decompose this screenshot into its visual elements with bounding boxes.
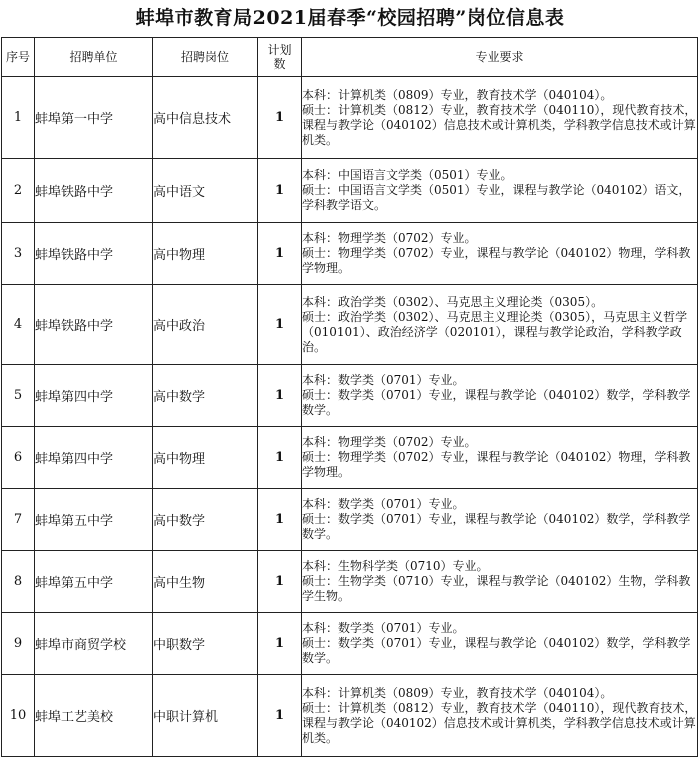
req-bachelor: 本科：政治学类（0302）、马克思主义理论类（0305）。 <box>302 294 604 309</box>
row-plan: 1 <box>258 77 302 159</box>
table-row <box>2 551 698 613</box>
row-requirements <box>302 223 698 285</box>
req-bachelor: 本科：计算机类（0809）专业，教育技术学（040104）。 <box>302 685 613 700</box>
req-bachelor: 本科：物理学类（0702）专业。 <box>302 231 477 245</box>
header-post: 招聘岗位 <box>153 38 258 77</box>
row-post: 中职计算机 <box>153 675 258 757</box>
row-requirements <box>302 285 698 365</box>
req-bachelor: 本科：数学类（0701）专业。 <box>302 373 465 387</box>
table-row <box>2 427 698 489</box>
row-number: 4 <box>2 285 35 365</box>
row-unit: 蚌埠铁路中学 <box>35 285 153 365</box>
row-post: 高中语文 <box>153 159 258 223</box>
row-number: 3 <box>2 223 35 285</box>
row-plan: 1 <box>258 159 302 223</box>
req-master: 硕士：物理学类（0702）专业，课程与教学论（040102）物理，学科教学物理。 <box>302 246 691 275</box>
table-row <box>2 223 698 285</box>
row-unit: 蚌埠第一中学 <box>35 77 153 159</box>
req-bachelor: 本科：物理学类（0702）专业。 <box>302 435 477 449</box>
table-row <box>2 489 698 551</box>
req-bachelor: 本科：计算机类（0809）专业，教育技术学（040104）。 <box>302 87 613 102</box>
row-plan: 1 <box>258 285 302 365</box>
row-number: 8 <box>2 551 35 613</box>
row-post: 高中信息技术 <box>153 77 258 159</box>
req-master: 硕士：生物学类（0710）专业，课程与教学论（040102）生物，学科教学生物。 <box>302 574 691 603</box>
header-unit: 招聘单位 <box>35 38 153 77</box>
header-plan-line2: 数 <box>273 57 286 71</box>
row-post: 高中政治 <box>153 285 258 365</box>
header-no: 序号 <box>2 38 35 77</box>
row-plan: 1 <box>258 675 302 757</box>
header-req: 专业要求 <box>302 38 698 77</box>
row-requirements <box>302 427 698 489</box>
row-requirements <box>302 489 698 551</box>
row-number: 7 <box>2 489 35 551</box>
row-plan: 1 <box>258 551 302 613</box>
header-plan <box>258 38 302 77</box>
row-requirements <box>302 675 698 757</box>
row-plan: 1 <box>258 489 302 551</box>
row-number: 2 <box>2 159 35 223</box>
row-plan: 1 <box>258 427 302 489</box>
req-master: 硕士：中国语言文学类（0501）专业，课程与教学论（040102）语文，学科教学语文。 <box>302 183 691 212</box>
row-requirements <box>302 159 698 223</box>
req-master: 硕士：政治学类（0302）、马克思主义理论类（0305），马克思主义哲学（010101）、政治经济学（020101），课程与教学论政治，学科教学政治。 <box>302 309 688 354</box>
row-unit: 蚌埠铁路中学 <box>35 159 153 223</box>
row-number: 9 <box>2 613 35 675</box>
req-master: 硕士：物理学类（0702）专业，课程与教学论（040102）物理，学科教学物理。 <box>302 450 691 479</box>
table-row <box>2 285 698 365</box>
row-requirements <box>302 613 698 675</box>
table-row <box>2 613 698 675</box>
row-unit: 蚌埠第四中学 <box>35 427 153 489</box>
row-unit: 蚌埠第五中学 <box>35 489 153 551</box>
row-plan: 1 <box>258 613 302 675</box>
row-requirements <box>302 365 698 427</box>
row-unit: 蚌埠第四中学 <box>35 365 153 427</box>
row-post: 高中物理 <box>153 427 258 489</box>
header-plan-line1: 计划 <box>267 43 292 57</box>
row-unit: 蚌埠铁路中学 <box>35 223 153 285</box>
req-bachelor: 本科：中国语言文学类（0501）专业。 <box>302 168 513 182</box>
row-post: 中职数学 <box>153 613 258 675</box>
header-row <box>2 38 698 77</box>
row-requirements <box>302 77 698 159</box>
row-unit: 蚌埠工艺美校 <box>35 675 153 757</box>
row-number: 5 <box>2 365 35 427</box>
row-plan: 1 <box>258 365 302 427</box>
req-master: 硕士：数学类（0701）专业，课程与教学论（040102）数学，学科教学数学。 <box>302 512 691 541</box>
row-number: 6 <box>2 427 35 489</box>
row-post: 高中数学 <box>153 489 258 551</box>
req-master: 硕士：计算机类（0812）专业，教育技术学（040110），现代教育技术，课程与教学论（040102）信息技术或计算机类，学科教学信息技术或计算机类。 <box>302 700 697 745</box>
row-post: 高中物理 <box>153 223 258 285</box>
row-post: 高中数学 <box>153 365 258 427</box>
req-master: 硕士：数学类（0701）专业，课程与教学论（040102）数学，学科教学数学。 <box>302 636 691 665</box>
job-table <box>1 37 698 757</box>
table-row <box>2 159 698 223</box>
table-row <box>2 365 698 427</box>
row-unit: 蚌埠市商贸学校 <box>35 613 153 675</box>
req-bachelor: 本科：生物科学类（0710）专业。 <box>302 559 489 573</box>
req-bachelor: 本科：数学类（0701）专业。 <box>302 621 465 635</box>
document-title: 蚌埠市教育局2021届春季“校园招聘”岗位信息表 <box>135 7 565 29</box>
row-number: 10 <box>2 675 35 757</box>
row-plan: 1 <box>258 223 302 285</box>
req-master: 硕士：数学类（0701）专业，课程与教学论（040102）数学，学科教学数学。 <box>302 388 691 417</box>
table-row <box>2 675 698 757</box>
row-post: 高中生物 <box>153 551 258 613</box>
row-requirements <box>302 551 698 613</box>
table-row <box>2 77 698 159</box>
row-number: 1 <box>2 77 35 159</box>
req-bachelor: 本科：数学类（0701）专业。 <box>302 497 465 511</box>
req-master: 硕士：计算机类（0812）专业，教育技术学（040110），现代教育技术，课程与教学论（040102）信息技术或计算机类，学科教学信息技术或计算机类。 <box>302 102 697 147</box>
row-unit: 蚌埠第五中学 <box>35 551 153 613</box>
